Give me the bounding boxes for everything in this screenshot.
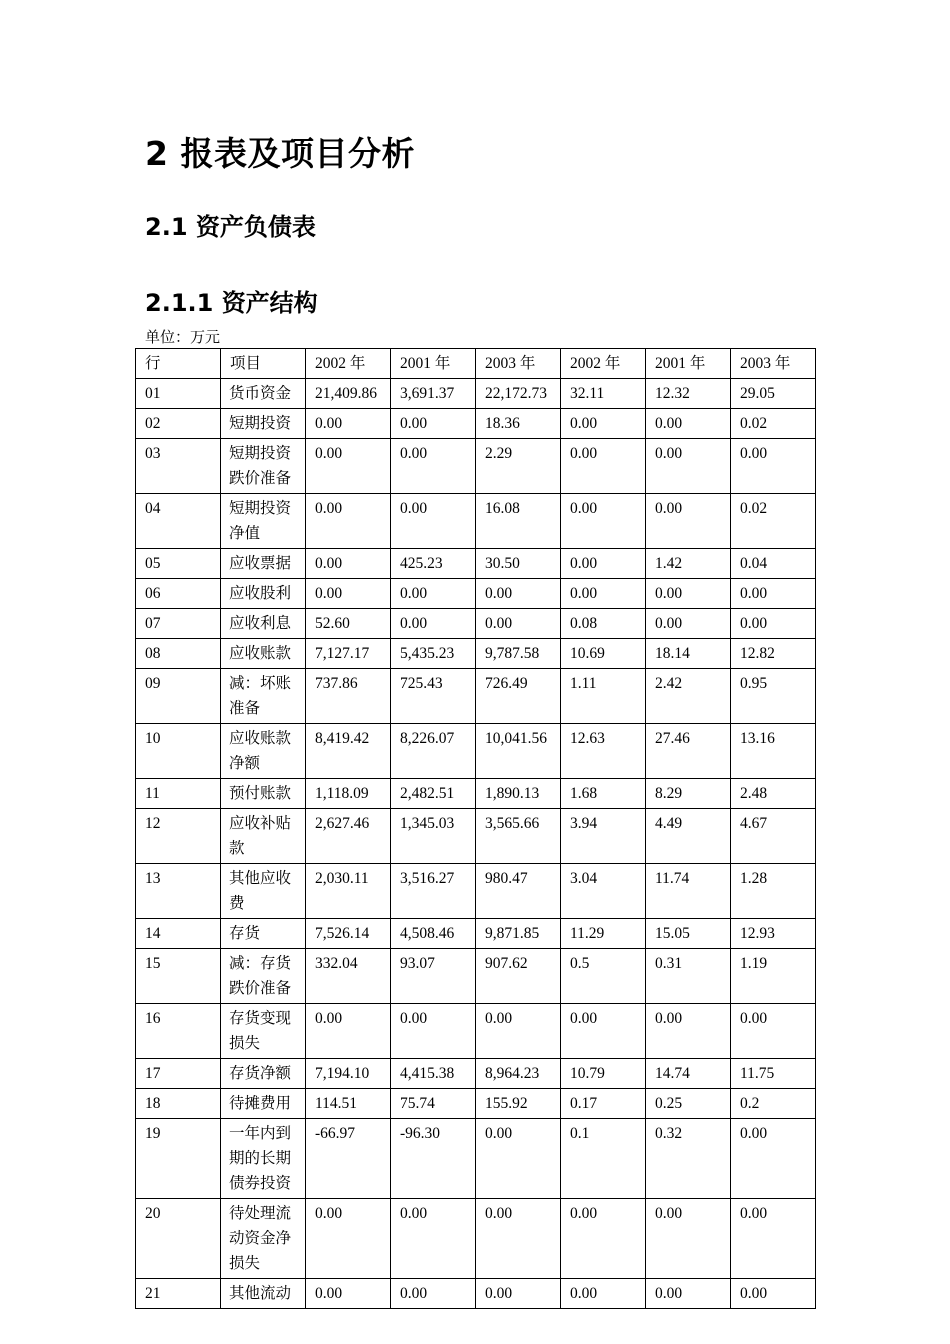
value-cell: 1.68: [561, 779, 646, 809]
value-cell: 0.00: [391, 439, 476, 494]
row-number-cell: 15: [136, 949, 221, 1004]
value-cell: 0.95: [731, 669, 816, 724]
value-cell: 0.00: [391, 1279, 476, 1309]
value-cell: 0.00: [306, 439, 391, 494]
item-name-cell: 存货: [221, 919, 306, 949]
row-number-cell: 10: [136, 724, 221, 779]
item-name-cell: 其他流动: [221, 1279, 306, 1309]
item-name-cell: 其他应收费: [221, 864, 306, 919]
value-cell: 3,691.37: [391, 379, 476, 409]
value-cell: 0.00: [731, 609, 816, 639]
table-row: [136, 669, 816, 724]
value-cell: 4,508.46: [391, 919, 476, 949]
header-cell: 2001 年: [391, 349, 476, 379]
value-cell: 1.19: [731, 949, 816, 1004]
value-cell: 9,787.58: [476, 639, 561, 669]
chapter-heading: 2 报表及项目分析: [145, 134, 415, 173]
table-row: [136, 1279, 816, 1309]
value-cell: 11.74: [646, 864, 731, 919]
value-cell: 0.31: [646, 949, 731, 1004]
row-number-cell: 17: [136, 1059, 221, 1089]
row-number-cell: 01: [136, 379, 221, 409]
table-row: [136, 1199, 816, 1279]
value-cell: 1.28: [731, 864, 816, 919]
value-cell: 1,890.13: [476, 779, 561, 809]
value-cell: 0.00: [306, 1279, 391, 1309]
value-cell: 2,627.46: [306, 809, 391, 864]
value-cell: 0.32: [646, 1119, 731, 1199]
value-cell: 7,526.14: [306, 919, 391, 949]
value-cell: 0.00: [561, 439, 646, 494]
value-cell: 0.00: [646, 1199, 731, 1279]
value-cell: 737.86: [306, 669, 391, 724]
value-cell: 13.16: [731, 724, 816, 779]
value-cell: 10.79: [561, 1059, 646, 1089]
table-row: [136, 949, 816, 1004]
value-cell: 93.07: [391, 949, 476, 1004]
value-cell: 3,565.66: [476, 809, 561, 864]
value-cell: 4.67: [731, 809, 816, 864]
value-cell: 0.00: [391, 579, 476, 609]
value-cell: 1.42: [646, 549, 731, 579]
value-cell: 114.51: [306, 1089, 391, 1119]
item-name-cell: 应收账款: [221, 639, 306, 669]
table-row: [136, 494, 816, 549]
value-cell: 0.00: [731, 1004, 816, 1059]
value-cell: 3.94: [561, 809, 646, 864]
item-name-cell: 短期投资: [221, 409, 306, 439]
table-row: [136, 439, 816, 494]
value-cell: 18.36: [476, 409, 561, 439]
value-cell: 0.00: [646, 1004, 731, 1059]
header-cell: 2003 年: [476, 349, 561, 379]
value-cell: 5,435.23: [391, 639, 476, 669]
row-number-cell: 19: [136, 1119, 221, 1199]
value-cell: 155.92: [476, 1089, 561, 1119]
value-cell: 52.60: [306, 609, 391, 639]
value-cell: 0.00: [391, 1004, 476, 1059]
value-cell: 0.00: [561, 1199, 646, 1279]
header-cell: 2003 年: [731, 349, 816, 379]
value-cell: 0.00: [306, 579, 391, 609]
row-number-cell: 21: [136, 1279, 221, 1309]
value-cell: 0.2: [731, 1089, 816, 1119]
value-cell: 0.00: [476, 1199, 561, 1279]
value-cell: 0.02: [731, 494, 816, 549]
value-cell: 18.14: [646, 639, 731, 669]
value-cell: 0.00: [646, 609, 731, 639]
value-cell: 12.82: [731, 639, 816, 669]
value-cell: 0.00: [306, 494, 391, 549]
header-cell: 2002 年: [306, 349, 391, 379]
value-cell: 4,415.38: [391, 1059, 476, 1089]
value-cell: 0.00: [306, 1199, 391, 1279]
value-cell: 3,516.27: [391, 864, 476, 919]
row-number-cell: 08: [136, 639, 221, 669]
row-number-cell: 18: [136, 1089, 221, 1119]
value-cell: 30.50: [476, 549, 561, 579]
value-cell: 0.00: [731, 1119, 816, 1199]
value-cell: 7,194.10: [306, 1059, 391, 1089]
item-name-cell: 待处理流动资金净损失: [221, 1199, 306, 1279]
value-cell: 29.05: [731, 379, 816, 409]
value-cell: 3.04: [561, 864, 646, 919]
row-number-cell: 03: [136, 439, 221, 494]
value-cell: 0.00: [476, 1279, 561, 1309]
value-cell: 2.42: [646, 669, 731, 724]
value-cell: 0.00: [476, 1119, 561, 1199]
row-number-cell: 04: [136, 494, 221, 549]
row-number-cell: 07: [136, 609, 221, 639]
row-number-cell: 20: [136, 1199, 221, 1279]
table-row: [136, 579, 816, 609]
value-cell: 0.00: [391, 1199, 476, 1279]
value-cell: 8,964.23: [476, 1059, 561, 1089]
value-cell: 11.75: [731, 1059, 816, 1089]
table-row: [136, 864, 816, 919]
value-cell: 10,041.56: [476, 724, 561, 779]
value-cell: 0.00: [561, 1004, 646, 1059]
value-cell: 0.00: [561, 409, 646, 439]
table-row: [136, 609, 816, 639]
row-number-cell: 02: [136, 409, 221, 439]
value-cell: 0.1: [561, 1119, 646, 1199]
value-cell: 0.17: [561, 1089, 646, 1119]
value-cell: 0.00: [306, 409, 391, 439]
row-number-cell: 13: [136, 864, 221, 919]
header-cell: 2001 年: [646, 349, 731, 379]
balance-sheet-table: [135, 348, 816, 1309]
value-cell: 7,127.17: [306, 639, 391, 669]
value-cell: 0.00: [731, 579, 816, 609]
table-row: [136, 409, 816, 439]
value-cell: 12.32: [646, 379, 731, 409]
value-cell: 32.11: [561, 379, 646, 409]
value-cell: 8.29: [646, 779, 731, 809]
value-cell: -66.97: [306, 1119, 391, 1199]
value-cell: 0.00: [476, 579, 561, 609]
table-row: [136, 919, 816, 949]
value-cell: 0.00: [306, 1004, 391, 1059]
value-cell: 12.93: [731, 919, 816, 949]
item-name-cell: 存货净额: [221, 1059, 306, 1089]
subsection-heading: 2.1.1 资产结构: [145, 289, 318, 317]
value-cell: 27.46: [646, 724, 731, 779]
value-cell: 1,345.03: [391, 809, 476, 864]
table-row: [136, 639, 816, 669]
value-cell: 725.43: [391, 669, 476, 724]
row-number-cell: 09: [136, 669, 221, 724]
value-cell: 8,226.07: [391, 724, 476, 779]
table-header-row: [136, 349, 816, 379]
value-cell: 11.29: [561, 919, 646, 949]
value-cell: 8,419.42: [306, 724, 391, 779]
value-cell: 332.04: [306, 949, 391, 1004]
value-cell: 16.08: [476, 494, 561, 549]
row-number-cell: 12: [136, 809, 221, 864]
section-heading: 2.1 资产负债表: [145, 213, 316, 241]
value-cell: 0.00: [391, 609, 476, 639]
value-cell: 0.00: [561, 579, 646, 609]
value-cell: 0.00: [476, 1004, 561, 1059]
item-name-cell: 一年内到期的长期债券投资: [221, 1119, 306, 1199]
item-name-cell: 应收账款净额: [221, 724, 306, 779]
value-cell: 2.48: [731, 779, 816, 809]
item-name-cell: 减：坏账准备: [221, 669, 306, 724]
value-cell: 0.00: [731, 1199, 816, 1279]
value-cell: 75.74: [391, 1089, 476, 1119]
item-name-cell: 应收股利: [221, 579, 306, 609]
value-cell: 0.02: [731, 409, 816, 439]
value-cell: 0.00: [306, 549, 391, 579]
value-cell: 12.63: [561, 724, 646, 779]
value-cell: 425.23: [391, 549, 476, 579]
item-name-cell: 货币资金: [221, 379, 306, 409]
value-cell: 0.00: [646, 439, 731, 494]
value-cell: 2,030.11: [306, 864, 391, 919]
value-cell: 1.11: [561, 669, 646, 724]
value-cell: 0.00: [646, 579, 731, 609]
value-cell: 0.5: [561, 949, 646, 1004]
value-cell: 0.00: [646, 1279, 731, 1309]
item-name-cell: 应收利息: [221, 609, 306, 639]
value-cell: 10.69: [561, 639, 646, 669]
value-cell: 14.74: [646, 1059, 731, 1089]
table-row: [136, 549, 816, 579]
row-number-cell: 14: [136, 919, 221, 949]
value-cell: 0.00: [646, 494, 731, 549]
value-cell: 15.05: [646, 919, 731, 949]
value-cell: 907.62: [476, 949, 561, 1004]
value-cell: 0.00: [646, 409, 731, 439]
row-number-cell: 16: [136, 1004, 221, 1059]
table-row: [136, 779, 816, 809]
value-cell: 0.00: [476, 609, 561, 639]
table-row: [136, 379, 816, 409]
table-row: [136, 809, 816, 864]
item-name-cell: 减：存货跌价准备: [221, 949, 306, 1004]
value-cell: 4.49: [646, 809, 731, 864]
value-cell: 1,118.09: [306, 779, 391, 809]
value-cell: 0.25: [646, 1089, 731, 1119]
value-cell: 2.29: [476, 439, 561, 494]
row-number-cell: 11: [136, 779, 221, 809]
item-name-cell: 应收票据: [221, 549, 306, 579]
item-name-cell: 预付账款: [221, 779, 306, 809]
row-number-cell: 05: [136, 549, 221, 579]
value-cell: 0.00: [561, 494, 646, 549]
value-cell: 22,172.73: [476, 379, 561, 409]
value-cell: 21,409.86: [306, 379, 391, 409]
value-cell: 726.49: [476, 669, 561, 724]
value-cell: 0.04: [731, 549, 816, 579]
table-row: [136, 1119, 816, 1199]
item-name-cell: 短期投资净值: [221, 494, 306, 549]
item-name-cell: 待摊费用: [221, 1089, 306, 1119]
header-cell: 2002 年: [561, 349, 646, 379]
row-number-cell: 06: [136, 579, 221, 609]
table-row: [136, 1004, 816, 1059]
value-cell: 0.00: [731, 1279, 816, 1309]
value-cell: 0.00: [731, 439, 816, 494]
value-cell: -96.30: [391, 1119, 476, 1199]
value-cell: 9,871.85: [476, 919, 561, 949]
value-cell: 0.00: [391, 409, 476, 439]
header-cell: 项目: [221, 349, 306, 379]
item-name-cell: 短期投资跌价准备: [221, 439, 306, 494]
table-row: [136, 1089, 816, 1119]
value-cell: 980.47: [476, 864, 561, 919]
item-name-cell: 存货变现损失: [221, 1004, 306, 1059]
item-name-cell: 应收补贴款: [221, 809, 306, 864]
table-body: [136, 379, 816, 1309]
table-row: [136, 724, 816, 779]
unit-label: 单位：万元: [145, 328, 221, 346]
value-cell: 0.00: [561, 1279, 646, 1309]
value-cell: 0.00: [561, 549, 646, 579]
value-cell: 2,482.51: [391, 779, 476, 809]
value-cell: 0.08: [561, 609, 646, 639]
header-cell: 行: [136, 349, 221, 379]
table-row: [136, 1059, 816, 1089]
value-cell: 0.00: [391, 494, 476, 549]
